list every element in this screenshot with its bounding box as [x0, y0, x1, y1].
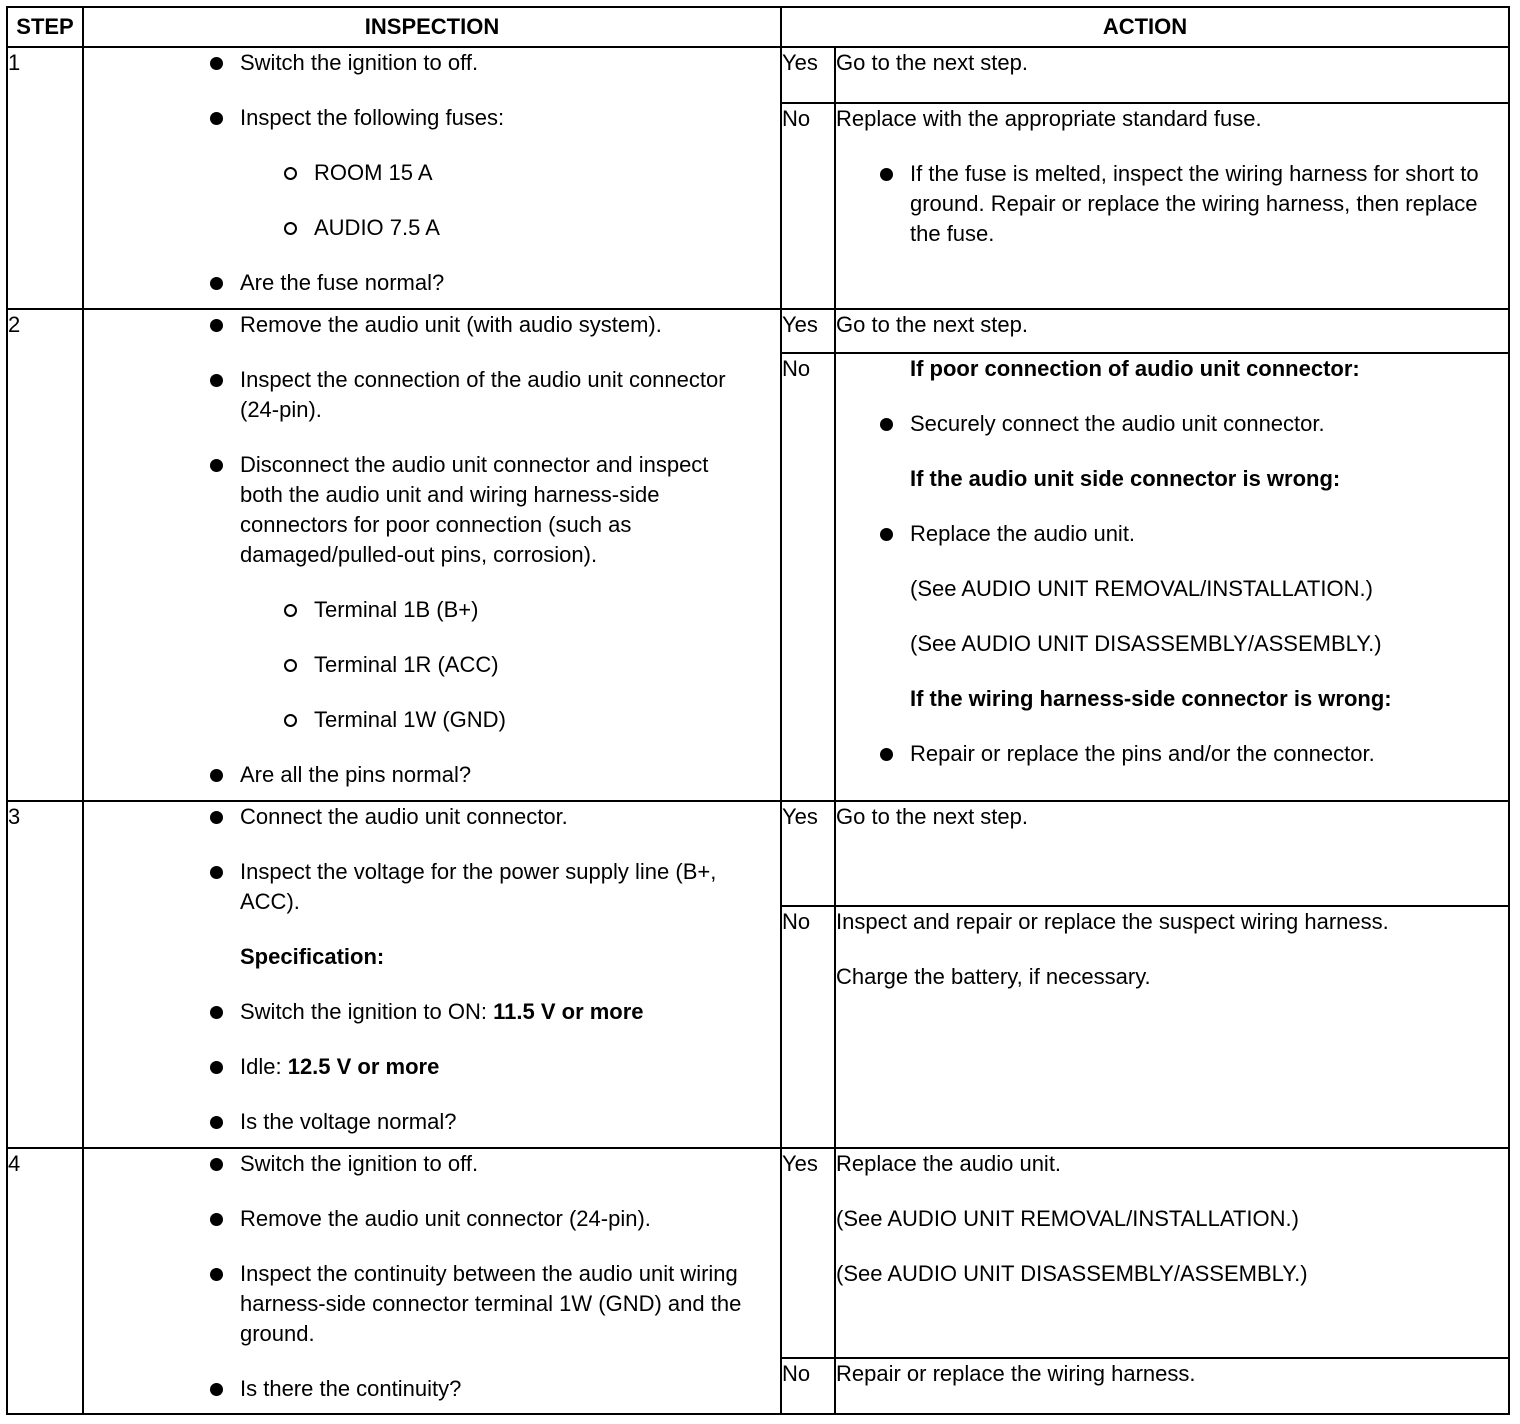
action-text: Replace with the appropriate standard fuse. [836, 106, 1262, 131]
step-number: 1 [7, 47, 83, 309]
sub-bullet-item: ROOM 15 A [84, 158, 780, 188]
bullet-item: Connect the audio unit connector. [84, 802, 780, 832]
spec-value: 12.5 V or more [287, 1054, 440, 1079]
sub-bullet-item: Terminal 1W (GND) [84, 705, 780, 735]
action-bullet: Replace the audio unit. [836, 519, 1508, 549]
table-row [7, 47, 1509, 103]
yes-label: Yes [781, 47, 835, 103]
no-action [835, 353, 1509, 801]
no-action [835, 103, 1509, 309]
no-label: No [781, 353, 835, 801]
specification-label: Specification: [240, 944, 385, 969]
no-label: No [781, 1358, 835, 1414]
yes-action [835, 1148, 1509, 1358]
bullet-item: Are all the pins normal? [84, 760, 780, 790]
spec-condition: Idle: [240, 1054, 288, 1079]
sub-bullet-item: Terminal 1B (B+) [84, 595, 780, 625]
bullet-item: Are the fuse normal? [84, 268, 780, 298]
action-bullet: Securely connect the audio unit connector. [836, 409, 1508, 439]
no-label: No [781, 906, 835, 1148]
inspection-cell [83, 309, 781, 801]
action-heading: If the wiring harness-side connector is wrong: [910, 686, 1392, 711]
action-text: (See AUDIO UNIT DISASSEMBLY/ASSEMBLY.) [836, 1261, 1308, 1286]
yes-label: Yes [781, 1148, 835, 1358]
header-step: STEP [7, 7, 83, 47]
yes-action [835, 801, 1509, 906]
step-number: 4 [7, 1148, 83, 1414]
action-text: Go to the next step. [836, 312, 1029, 337]
action-text: Go to the next step. [836, 804, 1029, 829]
bullet-item: Switch the ignition to off. [84, 48, 780, 78]
action-bullet: If the fuse is melted, inspect the wiring harness for short to ground. Repair or replace the wiring harness, then replace the fuse. [836, 159, 1508, 249]
step-number: 3 [7, 801, 83, 1148]
bullet-item: Inspect the connection of the audio unit connector (24-pin). [84, 365, 780, 425]
table-row [7, 1148, 1509, 1358]
header-action: ACTION [781, 7, 1509, 47]
table-row [7, 309, 1509, 353]
step-number: 2 [7, 309, 83, 801]
bullet-item: Switch the ignition to off. [84, 1149, 780, 1179]
action-text: (See AUDIO UNIT REMOVAL/INSTALLATION.) [910, 576, 1373, 601]
bullet-item: Remove the audio unit connector (24-pin). [84, 1204, 780, 1234]
action-heading: If poor connection of audio unit connector: [910, 356, 1360, 381]
bullet-item [84, 1052, 780, 1082]
sub-bullet-item: Terminal 1R (ACC) [84, 650, 780, 680]
inspection-cell [83, 47, 781, 309]
troubleshooting-table [6, 6, 1510, 1415]
action-heading: If the audio unit side connector is wrong: [910, 466, 1341, 491]
inspection-cell [83, 1148, 781, 1414]
bullet-item: Is the voltage normal? [84, 1107, 780, 1137]
bullet-item [84, 997, 780, 1027]
header-inspection: INSPECTION [83, 7, 781, 47]
sub-bullet-item: AUDIO 7.5 A [84, 213, 780, 243]
header-row [7, 7, 1509, 47]
yes-label: Yes [781, 309, 835, 353]
bullet-item: Disconnect the audio unit connector and inspect both the audio unit and wiring harness-side connectors for poor connection (such as damaged/pulled-out pins, corrosion). [84, 450, 780, 570]
action-text: (See AUDIO UNIT REMOVAL/INSTALLATION.) [836, 1206, 1299, 1231]
bullet-item: Remove the audio unit (with audio system). [84, 310, 780, 340]
action-bullet: Repair or replace the pins and/or the connector. [836, 739, 1508, 769]
table-row [7, 801, 1509, 906]
action-text: Go to the next step. [836, 50, 1029, 75]
action-text: Replace the audio unit. [836, 1151, 1062, 1176]
yes-action [835, 47, 1509, 103]
bullet-item: Inspect the following fuses: [84, 103, 780, 133]
yes-action [835, 309, 1509, 353]
action-text: Charge the battery, if necessary. [836, 964, 1151, 989]
action-text: Repair or replace the wiring harness. [836, 1361, 1196, 1386]
no-action [835, 1358, 1509, 1414]
inspection-cell [83, 801, 781, 1148]
bullet-item: Inspect the voltage for the power supply line (B+, ACC). [84, 857, 780, 917]
no-action [835, 906, 1509, 1148]
spec-value: 11.5 V or more [493, 999, 644, 1024]
bullet-item: Inspect the continuity between the audio unit wiring harness-side connector terminal 1W (GND) and the ground. [84, 1259, 780, 1349]
action-text: (See AUDIO UNIT DISASSEMBLY/ASSEMBLY.) [910, 631, 1382, 656]
no-label: No [781, 103, 835, 309]
action-text: Inspect and repair or replace the suspect wiring harness. [836, 909, 1389, 934]
bullet-item: Is there the continuity? [84, 1374, 780, 1404]
yes-label: Yes [781, 801, 835, 906]
spec-condition: Switch the ignition to ON: [240, 999, 494, 1024]
